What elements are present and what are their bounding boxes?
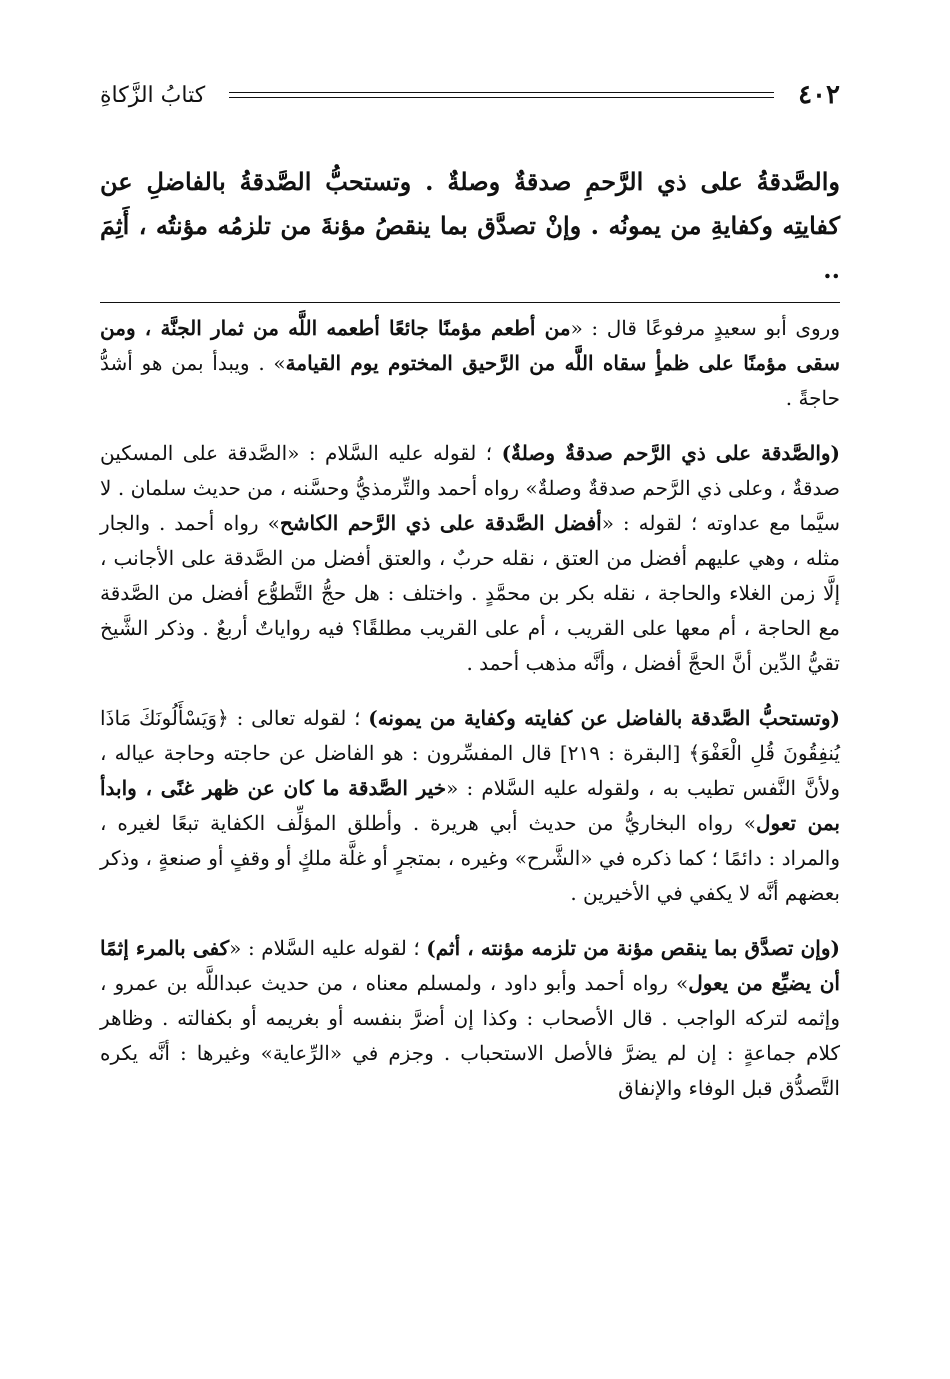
paragraph-text: » رواه أحمد وأبو داود ، ولمسلم معناه ، من حديث عبداللَّه بن عمرو ، وإثمه لتركه الواجب . قال الأصحاب : وكذا إن أضرَّ بنفسه أو بغريمه أو بكفالته . وظاهر كلام جماعةٍ : إن لم يضرَّ فالأصل الاستحباب . وجزم في «الرِّعاية» وغيرها : أنَّه يكره التَّصدُّق قبل الوفاء والإنفاق	[100, 971, 840, 1100]
page-number: ٤٠٢	[798, 80, 840, 110]
paragraph-text: » . ويبدأ بمن هو أشدُّ حاجةً .	[100, 351, 840, 410]
book-title: كتابُ الزَّكاةِ	[100, 82, 206, 108]
commentary-paragraph	[100, 701, 840, 911]
paragraph-text: » رواه أحمد . والجار مثله ، وهي عليهم أفضل من العتق ، نقله حربٌ ، والعتق أفضل من الصَّدقة على الأجانب ، إلَّا زمن الغلاء والحاجة ، نقله بكر بن محمَّدٍ . واختلف : هل حجُّ التَّطوُّع أفضل من الصَّدقة مع الحاجة ، أم معها على القريب ، أم على القريب مطلقًا؟ فيه رواياتٌ أربعٌ . وذكر الشَّيخ تقيُّ الدِّين أنَّ الحجَّ أفضل ، وأنَّه مذهب أحمد .	[100, 511, 840, 675]
matn-quote: (وإن تصدَّق بما ينقص مؤنة من تلزمه مؤنته ، أثم)	[426, 936, 840, 960]
matn-quote: (والصَّدقة على ذي الرَّحم صدقةٌ وصلةٌ)	[501, 441, 841, 465]
hadith-quote: كفى بالمرء إثمًا أن يضيِّع من يعول	[100, 936, 840, 995]
commentary-paragraph	[100, 311, 840, 416]
commentary-paragraph	[100, 436, 840, 681]
paragraph-text: وروى أبو سعيدٍ مرفوعًا قال : «	[570, 316, 840, 340]
hadith-quote: من أطعم مؤمنًا جائعًا أطعمه اللَّه من ثمار الجنَّة ، ومن سقى مؤمنًا على ظمأٍ سقاه اللَّه من الرَّحيق المختوم يوم القيامة	[100, 316, 840, 375]
hadith-quote: خير الصَّدقة ما كان عن ظهر غنًى ، وابدأ بمن تعول	[100, 776, 840, 835]
paragraph-text: ؛ لقوله تعالى : ﴿وَيَسْأَلُونَكَ مَاذَا يُنفِقُونَ قُلِ الْعَفْوَ﴾ [البقرة : ٢١٩] قال المفسِّرون : هو الفاضل عن حاجته وحاجة عياله ، ولأنَّ النَّفس تطيب به ، ولقوله عليه السَّلام : «	[100, 706, 840, 800]
separator-line	[100, 302, 840, 303]
header-rule	[229, 92, 774, 98]
page-header	[100, 70, 840, 120]
matn-quote: (وتستحبُّ الصَّدقة بالفاضل عن كفايته وكفاية من يمونه)	[368, 706, 840, 730]
matn-text: والصَّدقةُ على ذي الرَّحمِ صدقةٌ وصلةٌ . وتستحبُّ الصَّدقةُ بالفاضلِ عن كفايتِه وكفايةِ من يمونُه . وإنْ تصدَّق بما ينقصُ مؤنةَ من تلزمُه مؤنتُه ، أَثِمَ ..	[100, 167, 840, 284]
paragraph-text: ؛ لقوله عليه السَّلام : «	[229, 936, 427, 960]
commentary-paragraph	[100, 931, 840, 1106]
hadith-quote: أفضل الصَّدقة على ذي الرَّحم الكاشح	[279, 511, 602, 535]
paragraph-text: » رواه البخاريُّ من حديث أبي هريرة . وأطلق المؤلِّف الكفاية تبعًا لغيره ، والمراد : دائمًا ؛ كما ذكره في «الشَّرح» وغيره ، بمتجرٍ أو غلَّة ملكٍ أو وقفٍ أو صنعةٍ ، وذكر بعضهم أنَّه لا يكفي في الأخيرين .	[100, 811, 840, 905]
paragraph-text: ؛ لقوله عليه السَّلام : «الصَّدقة على المسكين صدقةٌ ، وعلى ذي الرَّحم صدقةٌ وصلةٌ» رواه أحمد والتِّرمذيُّ وحسَّنه ، من حديث سلمان . لا سيَّما مع عداوته ؛ لقوله : «	[100, 441, 841, 535]
